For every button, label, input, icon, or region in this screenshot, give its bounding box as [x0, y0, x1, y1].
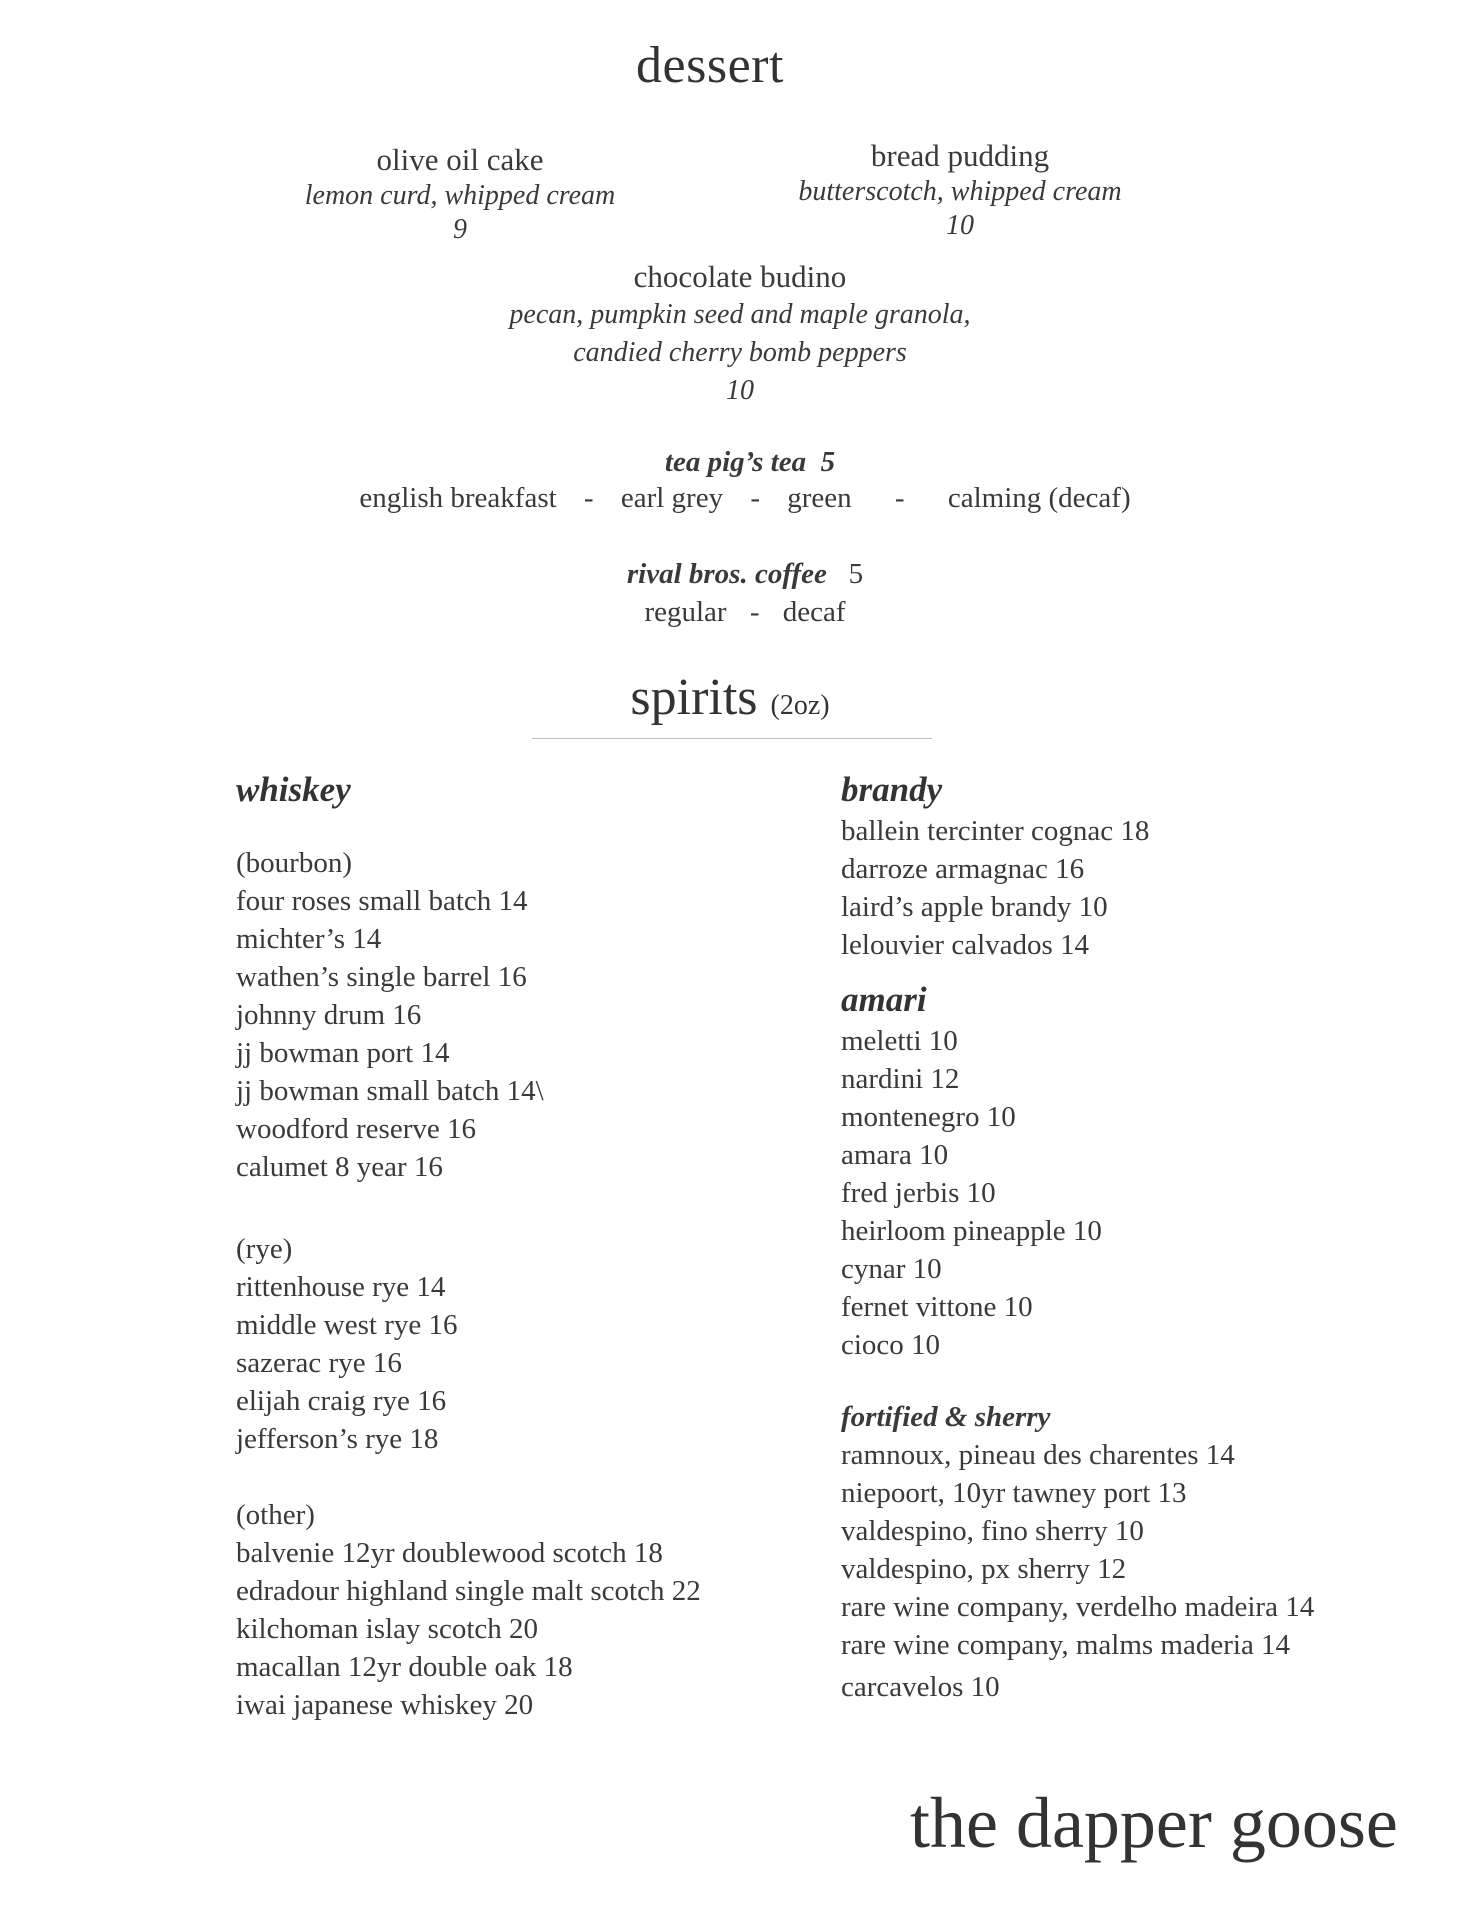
tea-option: green	[787, 482, 852, 514]
menu-item-olive-oil-cake	[260, 142, 660, 246]
separator: -	[750, 482, 761, 514]
list-item: four roses small batch 14	[236, 885, 528, 917]
item-name: bread pudding	[870, 138, 1050, 173]
item-name: olive oil cake	[376, 142, 544, 177]
list-item: niepoort, 10yr tawney port 13	[841, 1477, 1187, 1509]
coffee-options	[0, 596, 1484, 629]
category-title-fortified: fortified & sherry	[841, 1401, 1051, 1433]
list-item: edradour highland single malt scotch 22	[236, 1575, 701, 1607]
list-item: cioco 10	[841, 1329, 941, 1361]
separator: -	[749, 596, 760, 628]
item-desc-line2: candied cherry bomb peppers	[573, 337, 907, 368]
other-list	[236, 1534, 701, 1724]
item-price: 10	[726, 375, 754, 406]
list-item: jj bowman small batch 14\	[236, 1075, 544, 1107]
list-item: valdespino, fino sherry 10	[841, 1515, 1144, 1547]
list-item: sazerac rye 16	[236, 1347, 402, 1379]
coffee-price: 5	[848, 558, 864, 590]
list-item: valdespino, px sherry 12	[841, 1553, 1127, 1585]
list-item: meletti 10	[841, 1025, 958, 1057]
item-desc: butterscotch, whipped cream	[798, 176, 1122, 207]
list-item: macallan 12yr double oak 18	[236, 1651, 573, 1683]
brand-name: the dapper goose	[910, 1783, 1398, 1863]
list-item: middle west rye 16	[236, 1309, 458, 1341]
category-title-brandy: brandy	[841, 770, 943, 809]
item-desc-line1: pecan, pumpkin seed and maple granola,	[509, 299, 971, 330]
list-item: carcavelos 10	[841, 1671, 1000, 1703]
menu-item-chocolate-budino	[440, 258, 1040, 410]
spirits-subtitle: (2oz)	[770, 690, 830, 721]
list-item: rare wine company, verdelho madeira 14	[841, 1591, 1315, 1623]
list-item: woodford reserve 16	[236, 1113, 476, 1145]
list-item: johnny drum 16	[236, 999, 422, 1031]
brandy-list	[841, 812, 1314, 964]
list-item: ballein tercinter cognac 18	[841, 815, 1150, 847]
list-item: fernet vittone 10	[841, 1291, 1033, 1323]
list-item: wathen’s single barrel 16	[236, 961, 527, 993]
list-item: amara 10	[841, 1139, 949, 1171]
spirits-title-text: spirits	[630, 669, 758, 726]
list-item: jj bowman port 14	[236, 1037, 450, 1069]
list-item: rare wine company, malms maderia 14	[841, 1629, 1291, 1661]
subcategory-rye: (rye)	[236, 1233, 293, 1265]
list-item: darroze armagnac 16	[841, 853, 1085, 885]
list-item: laird’s apple brandy 10	[841, 891, 1108, 923]
tea-option: earl grey	[620, 482, 724, 514]
list-item: heirloom pineapple 10	[841, 1215, 1102, 1247]
item-price: 9	[453, 214, 467, 245]
list-item: lelouvier calvados 14	[841, 929, 1090, 961]
menu-item-bread-pudding	[760, 138, 1160, 242]
list-item: iwai japanese whiskey 20	[236, 1689, 534, 1721]
fortified-list	[841, 1436, 1314, 1706]
coffee-option: decaf	[782, 596, 846, 628]
list-item: elijah craig rye 16	[236, 1385, 447, 1417]
list-item: balvenie 12yr doublewood scotch 18	[236, 1537, 663, 1569]
list-item: nardini 12	[841, 1063, 960, 1095]
bourbon-list	[236, 882, 701, 1186]
list-item: montenegro 10	[841, 1101, 1016, 1133]
subcategory-bourbon: (bourbon)	[236, 847, 352, 879]
subcategory-other: (other)	[236, 1499, 315, 1531]
tea-option: calming (decaf)	[947, 482, 1131, 514]
spirits-title	[0, 668, 1460, 727]
item-desc: lemon curd, whipped cream	[304, 180, 616, 211]
list-item: kilchoman islay scotch 20	[236, 1613, 539, 1645]
category-title-amari: amari	[841, 980, 927, 1019]
item-name: chocolate budino	[633, 259, 847, 294]
rye-list	[236, 1268, 701, 1458]
tea-options	[0, 482, 1484, 515]
list-item: rittenhouse rye 14	[236, 1271, 446, 1303]
list-item: cynar 10	[841, 1253, 942, 1285]
divider	[532, 738, 932, 739]
whiskey-column	[236, 768, 701, 1724]
tea-option: english breakfast	[359, 482, 557, 514]
list-item: calumet 8 year 16	[236, 1151, 443, 1183]
category-title-whiskey: whiskey	[236, 770, 351, 809]
item-price: 10	[946, 210, 974, 241]
separator: -	[583, 482, 594, 514]
list-item: ramnoux, pineau des charentes 14	[841, 1439, 1235, 1471]
dessert-title: dessert	[636, 37, 784, 94]
tea-price: 5	[820, 446, 836, 478]
tea-title: tea pig’s tea	[664, 446, 807, 478]
tea-heading	[0, 446, 1484, 479]
coffee-title: rival bros. coffee	[626, 558, 827, 590]
right-column	[841, 768, 1314, 1706]
list-item: jefferson’s rye 18	[236, 1423, 439, 1455]
coffee-heading	[0, 558, 1484, 591]
coffee-option: regular	[644, 596, 727, 628]
list-item: fred jerbis 10	[841, 1177, 996, 1209]
list-item: michter’s 14	[236, 923, 382, 955]
amari-list	[841, 1022, 1314, 1364]
separator: -	[894, 482, 905, 514]
